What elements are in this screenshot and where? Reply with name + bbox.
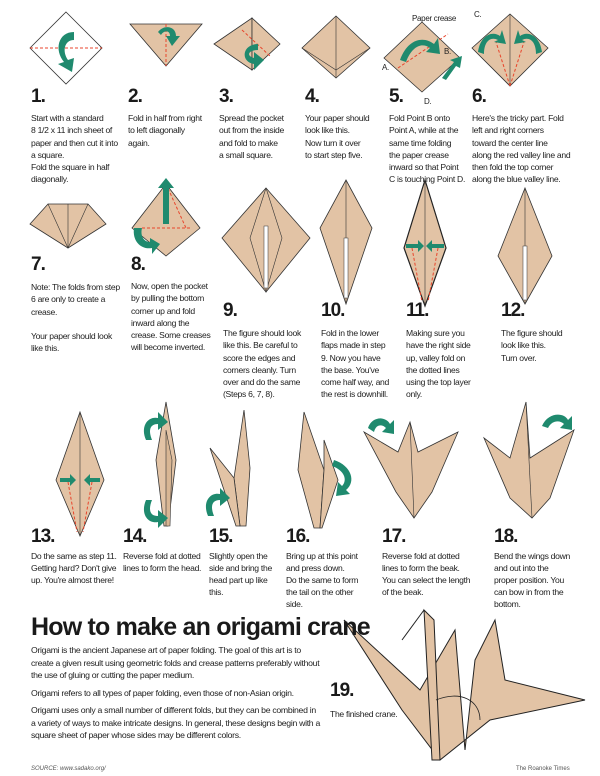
step-13-diagram: [54, 410, 106, 538]
step-10-diagram: [318, 178, 374, 308]
step-4-text: Your paper should look like this. Now turn it over to start step five.: [305, 113, 370, 160]
step-16-diagram: [294, 410, 360, 530]
step-19-text: The finished crane.: [330, 709, 398, 719]
step-3-diagram: [212, 14, 282, 80]
step-8-diagram: [128, 178, 204, 260]
step-14-text: Reverse fold at dotted lines to form the head.: [123, 551, 202, 573]
finished-crane-illustration: [340, 600, 590, 765]
fold-arrow-icon: [542, 415, 572, 430]
step-7-diagram: [28, 200, 108, 250]
step-7-text: Note: The folds from step 6 are only to create a crease. Your paper should look like this.: [31, 282, 120, 354]
intro-text: [31, 644, 321, 747]
step-15-text: Slightly open the side and bring the head part up like this.: [209, 551, 272, 597]
step-15-number: 15.: [209, 526, 233, 547]
step-2-number: 2.: [128, 86, 142, 107]
step-13-text: Do the same as step 11. Getting hard? Don't give up. You're almost there!: [31, 551, 117, 585]
intro-paragraph-2: Origami refers to all types of paper folding, even those of non-Asian origin.: [31, 687, 294, 698]
page-title: How to make an origami crane: [31, 613, 370, 641]
step-17-diagram: [358, 412, 468, 522]
step-11-text: Making sure you have the right side up, valley fold on the dotted lines using the top layer only.: [406, 328, 471, 400]
step-6-number: 6.: [472, 86, 486, 107]
step-9-text: The figure should look like this. Be careful to score the edges and corners cleanly. Turn over and do the same (Steps 6, 7, 8).: [223, 328, 301, 400]
step-4-number: 4.: [305, 86, 319, 107]
label-paper-crease: Paper crease: [412, 14, 456, 23]
step-14-diagram: [136, 400, 196, 528]
intro-paragraph-3: Origami uses only a small number of different folds, but they can be combined in a variety of ways to make intricate designs. In general, these designs begin with a square sheet of paper whose sides may be different colors.: [31, 705, 320, 740]
step-17-number: 17.: [382, 526, 406, 547]
step-7-number: 7.: [31, 254, 45, 275]
step-6-text: Here's the tricky part. Fold left and right corners toward the center line along the red valley line and then fold the top corner along the blue valley line.: [472, 113, 571, 185]
step-1-number: 1.: [31, 86, 45, 107]
label-point-c: C.: [474, 10, 482, 19]
step-11-diagram: [402, 178, 448, 308]
step-9-diagram: [220, 186, 312, 296]
step-11-number: 11.: [406, 300, 429, 321]
step-2-text: Fold in half from right to left diagonally again.: [128, 113, 202, 148]
publisher-credit: The Roanoke Times: [516, 766, 570, 772]
step-10-text: Fold in the lower flaps made in step 9. Now you have the base. You've come half way, and the rest is downhill.: [321, 328, 390, 400]
step-8-number: 8.: [131, 254, 145, 275]
step-5-text: Fold Point B onto Point A, while at the same time folding the paper crease inward so that Point C is touching Point D.: [389, 113, 466, 185]
step-3-text: Spread the pocket out from the inside and fold to make a small square.: [219, 113, 284, 160]
label-point-a: A.: [382, 63, 389, 72]
step-18-number: 18.: [494, 526, 518, 547]
step-6-diagram: [470, 12, 550, 88]
step-15-diagram: [200, 408, 266, 528]
step-10-number: 10.: [321, 300, 345, 321]
step-4-diagram: [298, 14, 374, 80]
source-credit: SOURCE: www.sadako.org/: [31, 766, 106, 772]
step-17-text: Reverse fold at dotted lines to form the beak. You can select the length of the beak.: [382, 551, 471, 597]
step-5-number: 5.: [389, 86, 403, 107]
step-2-diagram: [128, 20, 204, 70]
step-16-number: 16.: [286, 526, 310, 547]
step-16-text: Bring up at this point and press down. Do the same to form the tail on the other side.: [286, 551, 359, 609]
step-12-number: 12.: [501, 300, 525, 321]
label-point-d: D.: [424, 97, 432, 106]
fold-arrow-icon: [368, 418, 394, 434]
step-8-text: Now, open the pocket by pulling the bottom corner up and fold inward along the crease. Some creases will become inverted.: [131, 281, 211, 353]
step-3-number: 3.: [219, 86, 233, 107]
step-12-diagram: [496, 186, 554, 306]
step-12-text: The figure should look like this. Turn over.: [501, 328, 563, 363]
step-13-number: 13.: [31, 526, 55, 547]
step-1-text: Start with a standard 8 1/2 x 11 inch sheet of paper and then cut it into a square. Fold the square in half diagonally.: [31, 113, 118, 185]
step-14-number: 14.: [123, 526, 147, 547]
intro-paragraph-1: Origami is the ancient Japanese art of paper folding. The goal of this art is to create a given result using geometric folds and crease patterns preferably without the use of gluing or cutting the paper medium.: [31, 645, 320, 680]
step-19-number: 19.: [330, 680, 354, 701]
step-18-diagram: [480, 398, 580, 522]
step-9-number: 9.: [223, 300, 237, 321]
label-point-b: B.: [444, 47, 451, 56]
step-18-text: Bend the wings down and out into the proper position. You can bow in from the bottom.: [494, 551, 570, 609]
step-1-diagram: [28, 10, 104, 86]
